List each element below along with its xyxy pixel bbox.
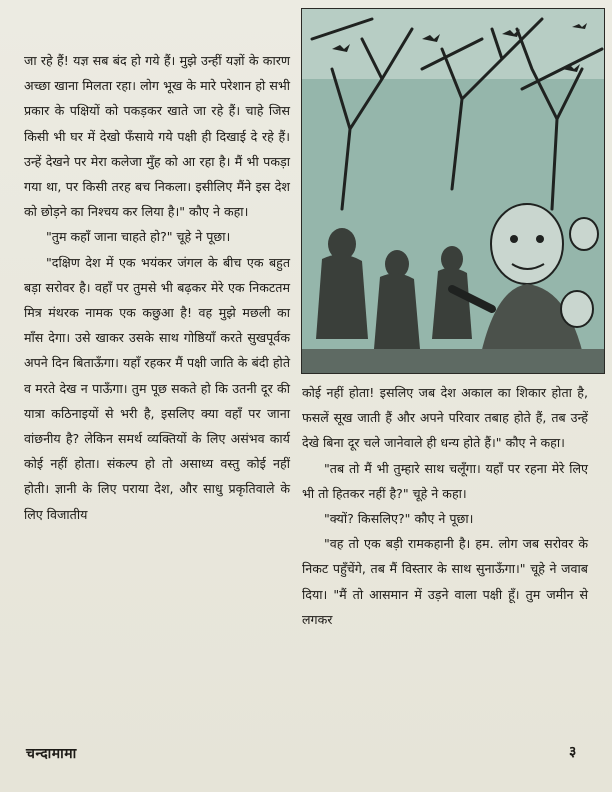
paragraph: "तुम कहाँ जाना चाहते हो?" चूहे ने पूछा। [46, 229, 231, 245]
paragraph: "दक्षिण देश में एक भयंकर जंगल के बीच एक बहुत बड़ा सरोवर है। वहाँ पर तुमसे भी बढ़कर मेरे एक निकटतम मित्र मंथरक नामक एक कछुआ है! वह मुझे मछली का माँस देगा। उसे खाकर उसके साथ गोष्ठियाँ करते सुखपूर्वक अपने दिन बिताऊँगा। यहाँ रहकर मैं पक्षी जाति के बंदी होते व मरते देख न पाऊँगा। तुम पूछ सकते हो कि उतनी दूर की यात्रा कठिनाइयों से भरी है, इसलिए क्या वहाँ पर जाना वांछनीय है? लेकिन समर्थ व्यक्तियों के लिए असंभव कार्य कोई नहीं होता। संकल्प हो तो असाध्य वस्तु कोई नहीं होती। ज्ञानी के लिए पराया देश, और साधु प्रकृतिवाले के लिए विजातीय [24, 254, 290, 522]
paragraph: जा रहे हैं! यज्ञ सब बंद हो गये हैं। मुझे उन्हीं यज्ञों के कारण अच्छा खाना मिलता रहा। लोग भूख के मारे परेशान हो सभी प्रकार के पक्षियों को पकड़कर खाते जा रहे हैं। चाहे जिस किसी भी घर में देखो फँसाये गये पक्षी ही दिखाई दे रहे हैं। उन्हें देखने पर मेरा कलेजा मुँह को आ रहा है। मैं भी पकड़ा गया था, पर किसी तरह बच निकला। इसीलिए मैंने इस देश को छोड़ने का निश्चय कर लिया है।" कौए ने कहा। [24, 53, 290, 220]
paragraph: कोई नहीं होता! इसलिए जब देश अकाल का शिकार होता है, फसलें सूख जाती हैं और अपने परिवार तबाह होते हैं, तब उन्हें देखे बिना दूर चले जानेवाले ही धन्य होते हैं।" कौए ने कहा। [302, 385, 588, 451]
famine-scene-image [302, 9, 604, 373]
right-text-column [302, 380, 588, 632]
left-text-column [24, 48, 290, 527]
paragraph: "वह तो एक बड़ी रामकहानी है। हम. लोग जब सरोवर के निकट पहुँचेंगे, तब मैं विस्तार के साथ सुनाऊँगा।" चूहे ने जवाब दिया। "मैं तो आसमान में उड़ने वाला पक्षी हूँ। तुम जमीन से लगकर [302, 536, 588, 627]
magazine-title: चन्दामामा [26, 746, 77, 762]
story-illustration [301, 8, 605, 374]
paragraph: "क्यों? किसलिए?" कौए ने पूछा। [324, 511, 474, 527]
paragraph: "तब तो मैं भी तुम्हारे साथ चलूँगा। यहाँ पर रहना मेरे लिए भी तो हितकर नहीं है?" चूहे ने कहा। [302, 460, 588, 501]
page-number: ३ [569, 744, 577, 760]
